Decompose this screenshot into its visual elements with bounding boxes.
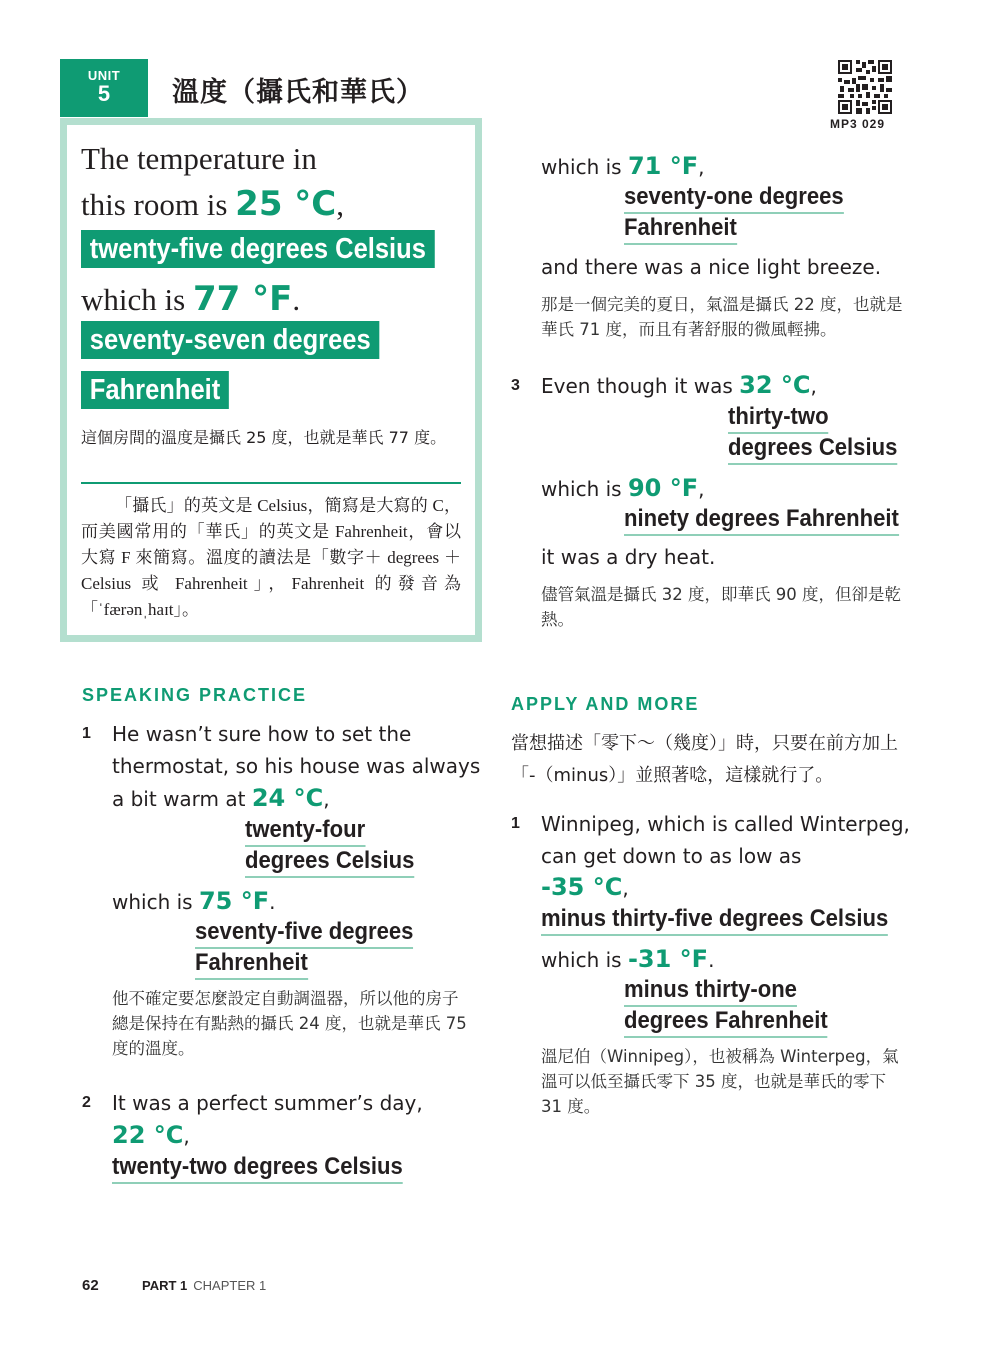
key-phrase-box [60,118,482,642]
celsius-spelled: minus thirty-five degrees Celsius [541,903,888,936]
temperature-fahrenheit: 90 °F [627,474,699,502]
unit-number: 5 [97,81,111,106]
example-text: it was a dry heat. [541,545,716,569]
footer-chapter: CHAPTER 1 [193,1278,267,1293]
example-text: He wasn’t sure how to set the [112,722,412,746]
temperature-fahrenheit: -31 °F [627,945,709,973]
divider [81,482,461,484]
fahrenheit-spelled: Fahrenheit [195,947,308,980]
qr-code-icon[interactable] [838,60,892,114]
fahrenheit-spelled: Fahrenheit [624,212,737,245]
example-text-part: which is [541,477,628,501]
page-number: 62 [82,1277,99,1294]
example-text: which is 75 °F. [112,887,276,915]
example-text: Winnipeg, which is called Winterpeg, [541,812,910,836]
temperature-fahrenheit: 75 °F [198,887,270,915]
temperature-celsius: 22 °C [112,1121,184,1149]
example-number: 1 [82,725,91,742]
example-text-part: Even though it was [541,374,740,398]
celsius-spelled-highlight: twenty-five degrees Celsius [81,230,435,268]
celsius-spelled: degrees Celsius [728,432,897,465]
example-text: 22 °C, [112,1121,190,1149]
fahrenheit-spelled-highlight-2: Fahrenheit [81,371,229,409]
fahrenheit-spelled-highlight-1: seventy-seven degrees [81,321,379,359]
phrase-which: which is [81,282,193,317]
example-text: It was a perfect summer’s day, [112,1091,423,1115]
unit-label: UNIT [87,68,121,83]
temperature-celsius: 32 °C [739,371,811,399]
fahrenheit-spelled: seventy-one degrees [624,181,844,214]
fahrenheit-spelled: seventy-five degrees [195,916,413,949]
example-translation: 他不確定要怎麼設定自動調溫器，所以他的房子總是保持在有點熱的攝氏 24 度，也就是華氏 75 度的溫度。 [112,989,467,1058]
mp3-track-label: MP3 029 [830,117,886,131]
celsius-spelled: twenty-four [245,814,365,847]
temperature-celsius: 25 °C [235,184,337,224]
example-number: 2 [82,1094,91,1111]
page-title: 溫度（攝氏和華氏） [172,77,424,108]
example-text: -35 °C, [541,873,629,901]
example-translation: 儘管氣溫是攝氏 32 度，即華氏 90 度，但卻是乾熱。 [541,585,901,629]
phrase-line-1: The temperature in [81,141,317,176]
celsius-spelled: twenty-two degrees Celsius [112,1151,403,1184]
example-text: and there was a nice light breeze. [541,255,882,279]
unit-badge [60,59,148,117]
phrase-line-4 [81,277,300,322]
apply-intro: 當想描述「零下～（幾度）」時，只要在前方加上「-（minus）」並照著唸，這樣就行了。 [511,733,898,786]
example-text: which is 71 °F, [541,152,705,180]
example-text: which is -31 °F. [541,945,715,973]
running-footer [142,1278,266,1293]
example-text-part: which is [112,890,199,914]
phrase-line-2 [81,182,344,227]
example-text: thermostat, so his house was always [112,754,481,778]
example-text-part: which is [541,155,628,179]
temperature-fahrenheit: 71 °F [627,152,699,180]
example-translation: 那是一個完美的夏日，氣溫是攝氏 22 度，也就是華氏 71 度，而且有著舒服的微風輕拂。 [541,295,903,339]
example-translation: 溫尼伯（Winnipeg），也被稱為 Winterpeg，氣溫可以低至攝氏零下 35 度，也就是華氏的零下 31 度。 [541,1047,899,1116]
apply-more-heading: APPLY AND MORE [511,694,700,714]
example-text: Even though it was 32 °C, [541,371,817,399]
phrase-translation: 這個房間的溫度是攝氏 25 度，也就是華氏 77 度。 [81,428,447,447]
phrase-period: . [292,282,301,317]
speaking-practice-heading: SPEAKING PRACTICE [82,685,308,705]
usage-note: 「攝氏」的英文是 Celsius，簡寫是大寫的 C，而美國常用的「華氏」的英文是 Fahrenheit，會以大寫 F 來簡寫。溫度的讀法是「數字＋ degrees ＋ Celsius 或 Fahrenheit」，Fahrenheit 的發音為「ˈfærənˌhaɪt」。 [81,496,461,619]
example-number: 3 [511,377,520,394]
fahrenheit-spelled: degrees Fahrenheit [624,1005,828,1038]
example-number: 1 [511,815,520,832]
phrase-comma: , [336,187,345,222]
temperature-celsius: -35 °C [541,873,623,901]
example-text: can get down to as low as [541,844,802,868]
phrase-prefix: this room is [81,187,236,222]
celsius-spelled: degrees Celsius [245,845,414,878]
fahrenheit-spelled: minus thirty-one [624,974,797,1007]
footer-part: PART 1 [142,1278,188,1293]
example-text-part: a bit warm at [112,787,252,811]
temperature-fahrenheit: 77 °F [192,279,293,319]
fahrenheit-spelled: ninety degrees Fahrenheit [624,503,899,536]
celsius-spelled: thirty-two [728,401,829,434]
example-text-part: which is [541,948,628,972]
temperature-celsius: 24 °C [251,784,324,812]
example-text: a bit warm at 24 °C, [112,784,330,812]
example-text: which is 90 °F, [541,474,705,502]
